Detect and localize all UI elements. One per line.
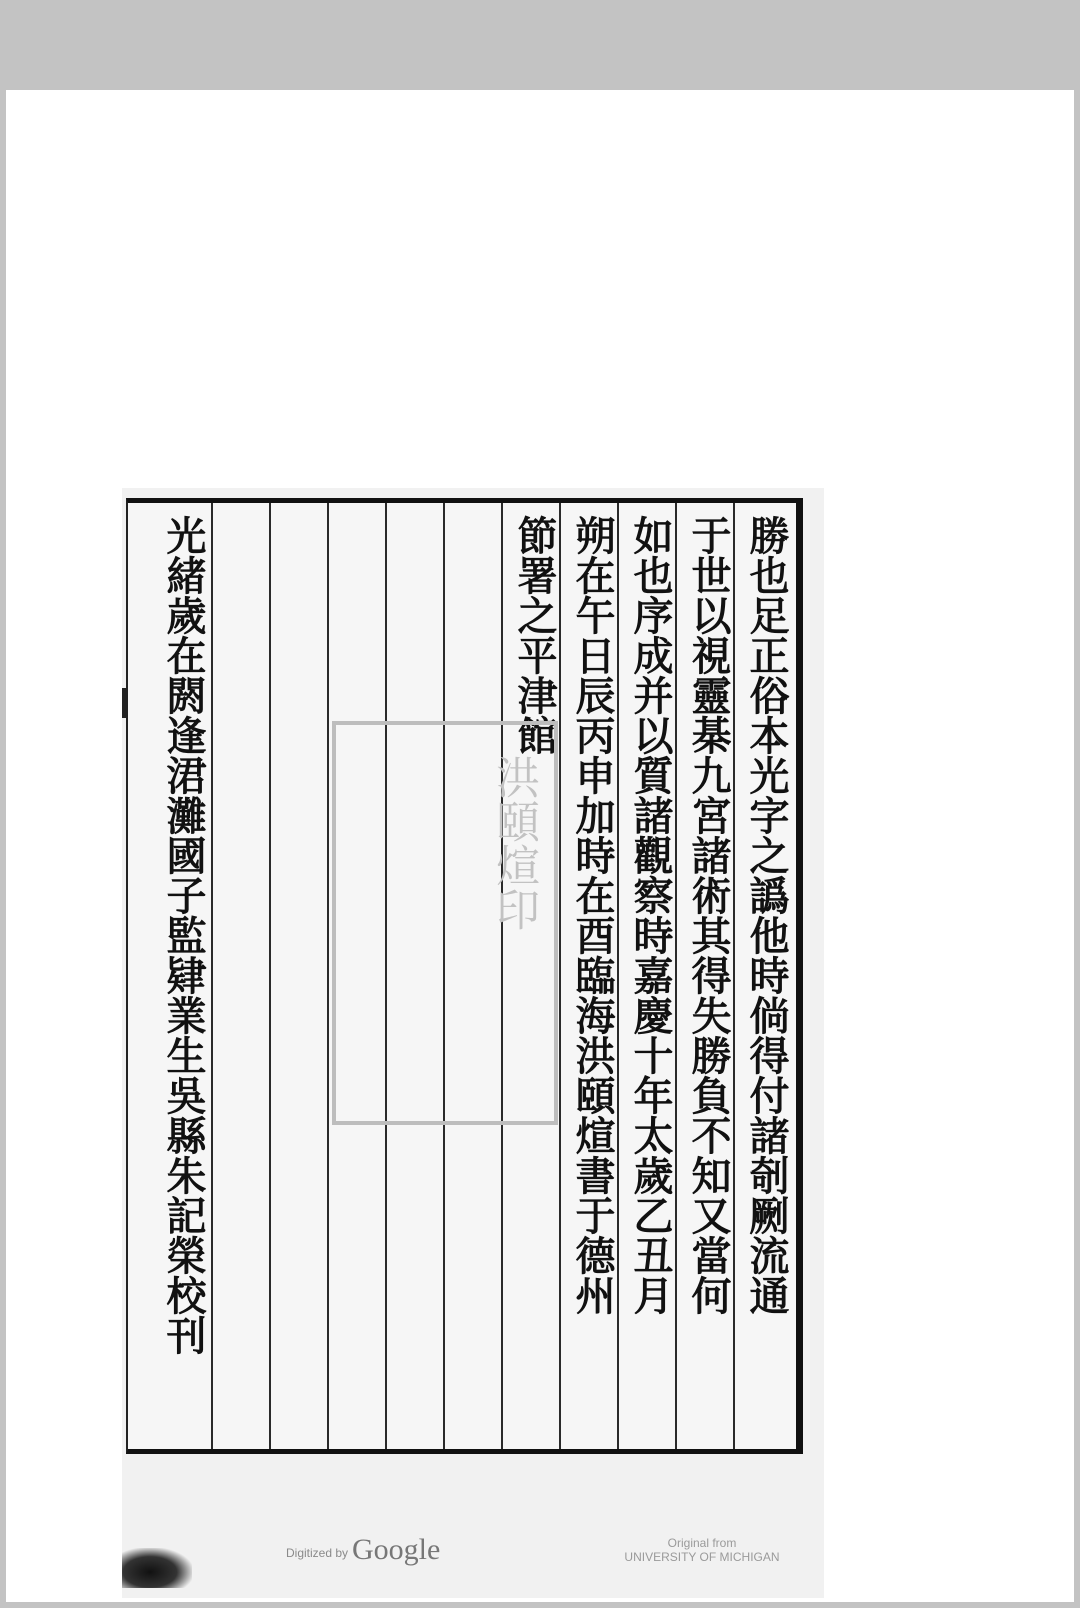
column-text: 于世以視靈棊九宮諸術其得失勝負不知又當何 (685, 515, 731, 1315)
viewer-top-bar (0, 0, 1080, 90)
text-column-9 (271, 503, 329, 1449)
text-column-2 (677, 503, 735, 1449)
column-text: 朔在午日辰丙申加時在酉臨海洪頤煊書于德州 (569, 515, 615, 1315)
text-column-3 (619, 503, 677, 1449)
original-from-text: Original from (667, 1536, 737, 1550)
seal-text: 洪頤煊印 (488, 755, 539, 931)
column-text: 如也序成并以質諸觀察時嘉慶十年太歲乙丑月 (627, 515, 673, 1315)
text-column-colophon (142, 503, 213, 1449)
column-text: 光緒歲在閼逢涒灘國子監肄業生吳縣朱記榮校刊 (160, 515, 206, 1355)
column-text: 節署之平津館 (511, 515, 557, 755)
institution-text: UNIVERSITY OF MICHIGAN (624, 1550, 780, 1564)
text-column-10 (213, 503, 271, 1449)
original-from-label (612, 1536, 792, 1564)
text-frame (126, 498, 803, 1454)
book-leaf (122, 488, 824, 1598)
seal-stamp (332, 721, 558, 1125)
google-logo: Google (352, 1533, 441, 1566)
thumb-shadow (122, 1548, 192, 1588)
text-column-4 (561, 503, 619, 1449)
text-column-1 (735, 503, 793, 1449)
digitized-by-label: Digitized by (286, 1546, 349, 1560)
column-text: 勝也足正俗本光字之譌他時倘得付諸剞劂流通 (743, 515, 789, 1315)
scanned-page (6, 90, 1074, 1602)
